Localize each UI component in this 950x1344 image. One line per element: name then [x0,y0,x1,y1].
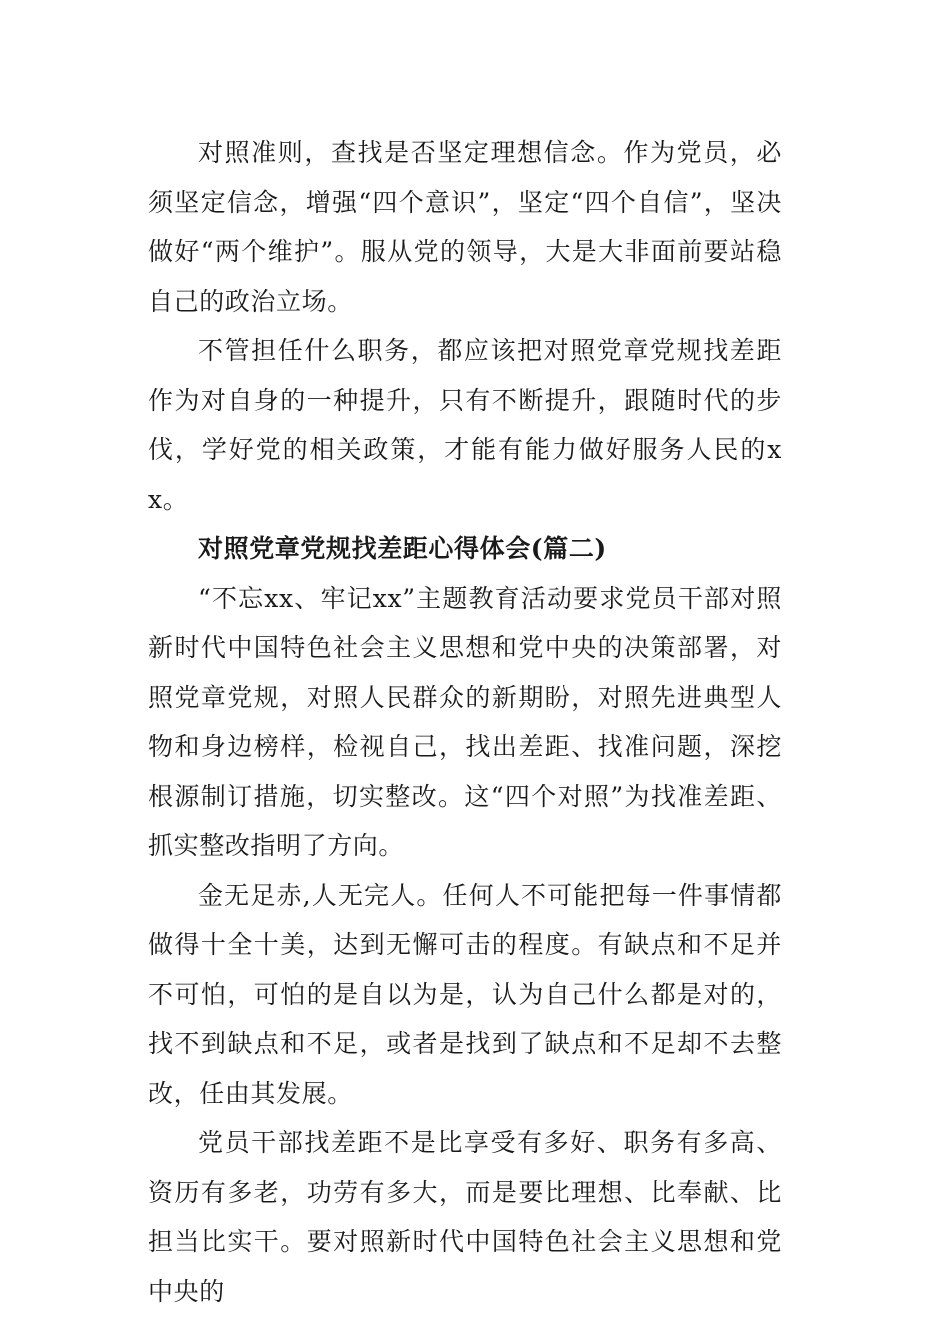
paragraph-ideals: 对照准则，查找是否坚定理想信念。作为党员，必须坚定信念，增强“四个意识”，坚定“四个自信”，坚决做好“两个维护”。服从党的领导，大是大非面前要站稳自己的政治立场。 [148,138,782,316]
paragraph-no-perfect: 金无足赤,人无完人。任何人不可能把每一件事情都做得十全十美，达到无懈可击的程度。有缺点和不足并不可怕，可怕的是自以为是，认为自己什么都是对的，找不到缺点和不足，或者是找到了缺点和不足却不去整改，任由其发展。 [148,880,782,1108]
paragraph-find-gaps: 党员干部找差距不是比享受有多好、职务有多高、资历有多老，功劳有多大，而是要比理想、比奉献、比担当比实干。要对照新时代中国特色社会主义思想和党中央的 [148,1128,782,1306]
document-page [148,128,782,1316]
paragraph-four-comparisons: “不忘xx、牢记xx”主题教育活动要求党员干部对照新时代中国特色社会主义思想和党中央的决策部署，对照党章党规，对照人民群众的新期盼，对照先进典型人物和身边榜样，检视自己，找出差距、找准问题，深挖根源制订措施，切实整改。这“四个对照”为找准差距、抓实整改指明了方向。 [148,583,782,860]
paragraph-duty: 不管担任什么职务，都应该把对照党章党规找差距作为对自身的一种提升，只有不断提升，跟随时代的步伐，学好党的相关政策，才能有能力做好服务人民的xx。 [148,336,782,514]
section-heading: 对照党章党规找差距心得体会(篇二) [198,534,607,563]
